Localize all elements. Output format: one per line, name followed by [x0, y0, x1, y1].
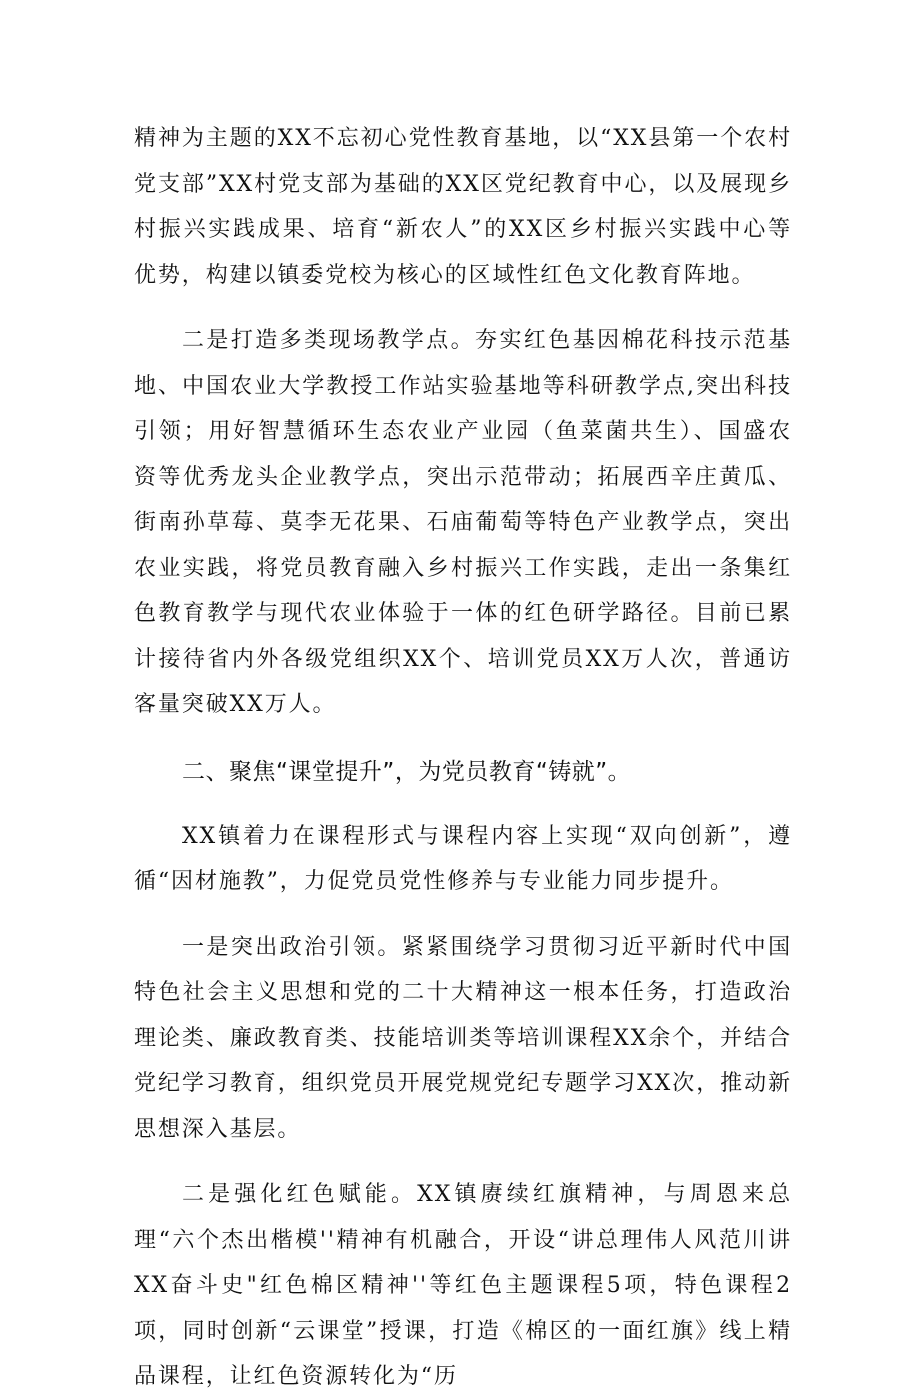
paragraph-continuation: 精神为主题的XX不忘初心党性教育基地，以“XX县第一个农村党支部”XX村党支部为基础的XX区党纪教育中心，以及展现乡村振兴实践成果、培育“新农人”的XX区乡村振兴实践中心等优势，构建以镇委党校为核心的区域性红色文化教育阵地。: [134, 126, 792, 288]
section-heading-2: 二、聚焦“课堂提升”，为党员教育“铸就”。: [182, 758, 632, 785]
paragraph-teaching-points: 二是打造多类现场教学点。夯实红色基因棉花科技示范基地、中国农业大学教授工作站实验基地等科研教学点,突出科技引领；用好智慧循环生态农业产业园（鱼菜菌共生）、国盛农资等优秀龙头企业教学点，突出示范带动；拓展西辛庄黄瓜、街南孙草莓、莫李无花果、石庙葡萄等特色产业教学点，突出农业实践，将党员教育融入乡村振兴工作实践，走出一条集红色教育教学与现代农业体验于一体的红色研学路径。目前已累计接待省内外各级党组织XX个、培训党员XX万人次，普通访客量突破XX万人。: [134, 328, 792, 717]
paragraph-political-guidance: 一是突出政治引领。紧紧围绕学习贯彻习近平新时代中国特色社会主义思想和党的二十大精神这一根本任务，打造政治理论类、廉政教育类、技能培训类等培训课程XX余个，并结合党纪学习教育，组织党员开展党规党纪专题学习XX次，推动新思想深入基层。: [134, 934, 792, 1142]
paragraph-red-empowerment: 二是强化红色赋能。XX镇赓续红旗精神，与周恩来总理“六个杰出楷模''精神有机融合，开设“讲总理伟人风范川讲XX奋斗史"红色棉区精神''等红色主题课程5项，特色课程2项，同时创新“云课堂”授课，打造《棉区的一面红旗》线上精品课程，让红色资源转化为“历: [134, 1182, 792, 1389]
paragraph-intro-section-2: XX镇着力在课程形式与课程内容上实现“双向创新”，遵循“因材施教”，力促党员党性修养与专业能力同步提升。: [134, 823, 792, 894]
